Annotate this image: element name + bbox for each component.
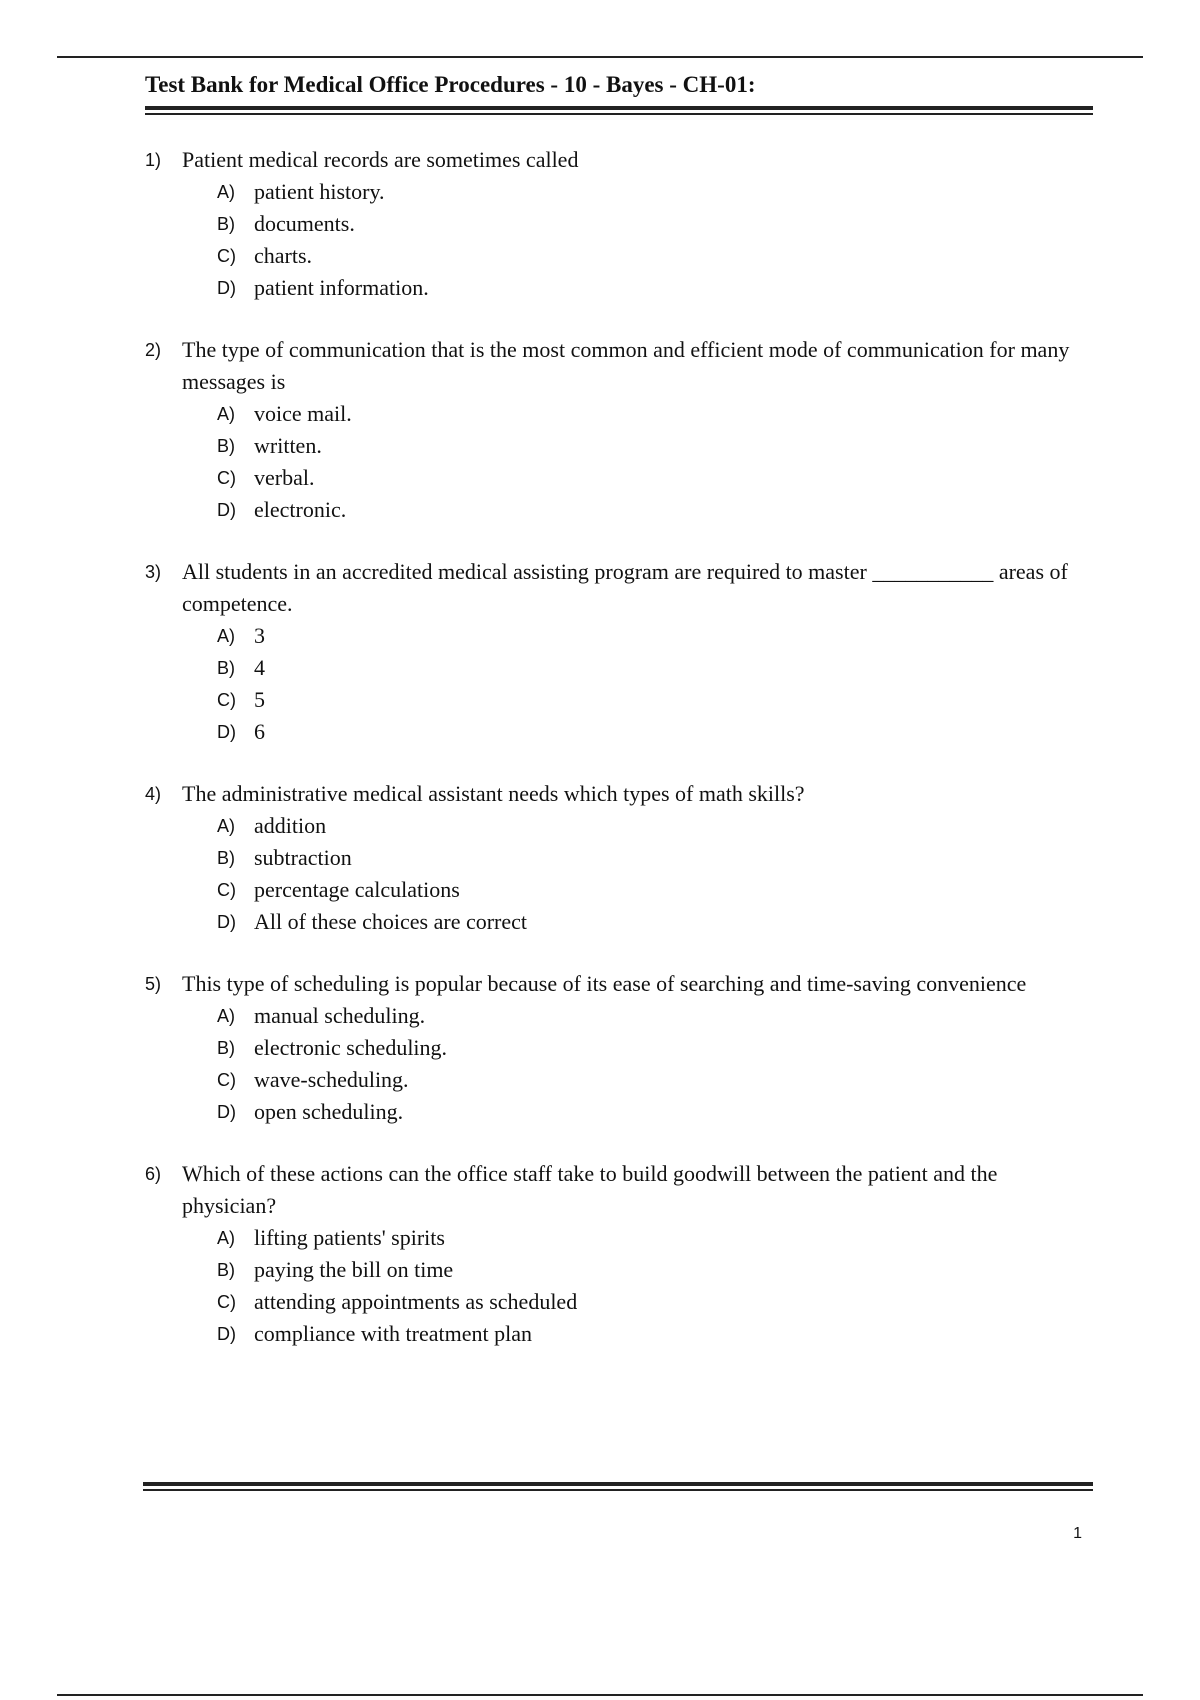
- option-text: electronic scheduling.: [254, 1035, 448, 1060]
- answer-options: [145, 176, 1095, 304]
- answer-option-b: [217, 430, 1095, 462]
- option-label: A): [217, 816, 235, 836]
- option-label: D): [217, 1324, 236, 1344]
- question-2: [145, 334, 1095, 526]
- question-1: [145, 144, 1095, 304]
- option-label: D): [217, 500, 236, 520]
- header-double-rule: [145, 106, 1093, 115]
- option-label: D): [217, 912, 236, 932]
- answer-option-c: [217, 1286, 1095, 1318]
- question-stem: The administrative medical assistant needs which types of math skills?: [182, 781, 805, 806]
- option-label: C): [217, 246, 236, 266]
- answer-option-d: [217, 494, 1095, 526]
- answer-options: [145, 1222, 1095, 1350]
- answer-option-c: [217, 462, 1095, 494]
- option-text: voice mail.: [254, 401, 352, 426]
- question-number: 5): [145, 974, 162, 994]
- answer-options: [145, 398, 1095, 526]
- option-text: 6: [254, 719, 265, 744]
- option-text: All of these choices are correct: [254, 909, 528, 934]
- answer-option-b: [217, 652, 1095, 684]
- option-text: lifting patients' spirits: [254, 1225, 445, 1250]
- option-text: patient information.: [254, 275, 429, 300]
- option-text: compliance with treatment plan: [254, 1321, 532, 1346]
- option-label: A): [217, 1228, 235, 1248]
- option-label: D): [217, 1102, 236, 1122]
- answer-option-b: [217, 842, 1095, 874]
- option-text: charts.: [254, 243, 313, 268]
- page-number: 1: [1073, 1525, 1082, 1542]
- option-text: manual scheduling.: [254, 1003, 426, 1028]
- answer-option-b: [217, 208, 1095, 240]
- option-label: B): [217, 848, 235, 868]
- question-5: [145, 968, 1095, 1128]
- answer-option-a: [217, 1000, 1095, 1032]
- option-text: patient history.: [254, 179, 385, 204]
- option-label: A): [217, 182, 235, 202]
- question-4: [145, 778, 1095, 938]
- option-label: C): [217, 1292, 236, 1312]
- answer-option-d: [217, 1096, 1095, 1128]
- question-3: [145, 556, 1095, 748]
- document-title: Test Bank for Medical Office Procedures - 10 - Bayes - CH-01:: [145, 72, 756, 97]
- question-number: 6): [145, 1164, 162, 1184]
- answer-option-a: [217, 176, 1095, 208]
- question-stem: All students in an accredited medical assisting program are required to master ___________ areas of competence.: [182, 559, 1068, 616]
- option-text: percentage calculations: [254, 877, 460, 902]
- option-label: D): [217, 722, 236, 742]
- question-number: 1): [145, 150, 162, 170]
- answer-option-d: [217, 1318, 1095, 1350]
- option-label: B): [217, 436, 235, 456]
- answer-option-a: [217, 810, 1095, 842]
- answer-options: [145, 1000, 1095, 1128]
- option-text: electronic.: [254, 497, 347, 522]
- answer-option-c: [217, 1064, 1095, 1096]
- option-text: 5: [254, 687, 265, 712]
- option-label: C): [217, 468, 236, 488]
- option-text: 4: [254, 655, 265, 680]
- question-stem: The type of communication that is the most common and efficient mode of communication for many messages is: [182, 337, 1070, 394]
- option-text: attending appointments as scheduled: [254, 1289, 578, 1314]
- option-label: C): [217, 880, 236, 900]
- option-label: A): [217, 1006, 235, 1026]
- option-text: subtraction: [254, 845, 352, 870]
- option-label: B): [217, 658, 235, 678]
- answer-option-c: [217, 874, 1095, 906]
- option-text: addition: [254, 813, 327, 838]
- option-text: wave-scheduling.: [254, 1067, 409, 1092]
- option-label: B): [217, 214, 235, 234]
- answer-options: [145, 810, 1095, 938]
- answer-option-b: [217, 1032, 1095, 1064]
- answer-option-c: [217, 240, 1095, 272]
- answer-option-c: [217, 684, 1095, 716]
- question-number: 2): [145, 340, 162, 360]
- option-text: open scheduling.: [254, 1099, 404, 1124]
- option-text: written.: [254, 433, 322, 458]
- option-label: A): [217, 626, 235, 646]
- question-list: [145, 144, 1095, 1380]
- option-label: A): [217, 404, 235, 424]
- answer-option-d: [217, 272, 1095, 304]
- option-text: verbal.: [254, 465, 315, 490]
- answer-option-a: [217, 620, 1095, 652]
- question-stem: Patient medical records are sometimes called: [182, 147, 579, 172]
- answer-options: [145, 620, 1095, 748]
- answer-option-a: [217, 1222, 1095, 1254]
- option-text: documents.: [254, 211, 355, 236]
- option-label: D): [217, 278, 236, 298]
- question-number: 4): [145, 784, 162, 804]
- answer-option-d: [217, 716, 1095, 748]
- question-number: 3): [145, 562, 162, 582]
- page-bottom-rule: [57, 1694, 1143, 1696]
- page-top-rule: [57, 56, 1143, 58]
- question-6: [145, 1158, 1095, 1350]
- option-text: 3: [254, 623, 265, 648]
- option-text: paying the bill on time: [254, 1257, 454, 1282]
- question-stem: Which of these actions can the office staff take to build goodwill between the patient and the physician?: [182, 1161, 998, 1218]
- answer-option-a: [217, 398, 1095, 430]
- option-label: C): [217, 1070, 236, 1090]
- answer-option-b: [217, 1254, 1095, 1286]
- option-label: B): [217, 1260, 235, 1280]
- question-stem: This type of scheduling is popular because of its ease of searching and time-saving convenience: [182, 971, 1027, 996]
- option-label: B): [217, 1038, 235, 1058]
- option-label: C): [217, 690, 236, 710]
- footer-double-rule: [143, 1482, 1093, 1491]
- answer-option-d: [217, 906, 1095, 938]
- document-header: [145, 70, 1093, 115]
